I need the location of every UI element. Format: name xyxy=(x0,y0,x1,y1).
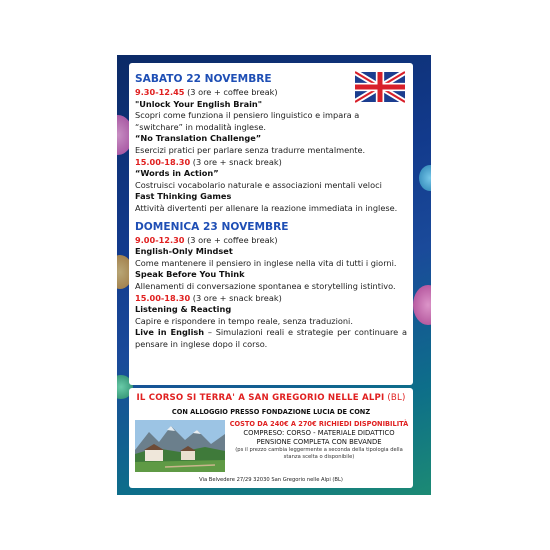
session-description: Scopri come funziona il pensiero linguistico e impara a “switchare” in modalità inglese. xyxy=(135,110,360,132)
mountain-village-photo xyxy=(135,420,225,472)
included-items: COMPRESO: CORSO - MATERIALE DIDATTICO xyxy=(243,429,395,437)
pricing-info xyxy=(229,420,409,460)
break-note: (3 ore + coffee break) xyxy=(184,234,278,245)
session-title: Live in English xyxy=(135,327,205,338)
session-description: Come mantenere il pensiero in inglese nella vita di tutti i giorni. xyxy=(135,257,397,268)
time-slot: 15.00-18.30 xyxy=(135,156,191,167)
venue-province: (BL) xyxy=(384,393,406,403)
venue-card xyxy=(129,388,413,488)
session-description: Attività divertenti per allenare la reazione immediata in inglese. xyxy=(135,202,398,213)
session-description-text: – Simulazioni reali e strategie per continuare a pensare in inglese dopo il corso. xyxy=(135,327,407,349)
session-description: Allenamenti di conversazione spontanea e storytelling istintivo. xyxy=(135,280,396,291)
saturday-heading: SABATO 22 NOVEMBRE xyxy=(135,73,272,85)
price-note: (ps il prezzo cambia leggermente a seconda della tipologia della stanza scelta o disponibile) xyxy=(235,447,403,460)
session-title: English-Only Mindset xyxy=(135,246,233,257)
session-description: Costruisci vocabolario naturale e associazioni mentali veloci xyxy=(135,179,382,190)
venue-location-text: IL CORSO SI TERRA' A SAN GREGORIO NELLE ALPI xyxy=(136,393,385,403)
lodging-info: CON ALLOGGIO PRESSO FONDAZIONE LUCIA DE CONZ xyxy=(171,408,371,416)
sunday-afternoon-time-row xyxy=(135,293,407,305)
schedule-card xyxy=(129,63,413,385)
sunday-morning-time-row xyxy=(135,235,407,247)
time-slot: 15.00-18.30 xyxy=(135,292,191,303)
price-range: COSTO DA 240€ A 270€ RICHIEDI DISPONIBILITÀ xyxy=(229,420,409,428)
sunday-heading: DOMENICA 23 NOVEMBRE xyxy=(135,220,289,233)
break-note: (3 ore + snack break) xyxy=(190,292,282,303)
session-description: Capire e rispondere in tempo reale, senza traduzioni. xyxy=(135,315,353,326)
uk-flag-icon xyxy=(355,71,405,103)
session-description: Esercizi pratici per parlare senza tradurre mentalmente. xyxy=(135,144,366,155)
venue-address: Via Belvedere 27/29 32030 San Gregorio nelle Alpi (BL) xyxy=(199,477,343,483)
session-title: “Words in Action” xyxy=(135,168,219,179)
session-title: “No Translation Challenge” xyxy=(135,133,262,144)
flower-decoration xyxy=(419,165,431,191)
session-description xyxy=(135,327,407,350)
session-title: Listening & Reacting xyxy=(135,304,232,315)
time-slot: 9.00-12.30 xyxy=(135,234,185,245)
venue-location xyxy=(135,392,407,404)
venue-details xyxy=(135,420,407,484)
session-title: Fast Thinking Games xyxy=(135,191,232,202)
session-title: "Unlock Your English Brain" xyxy=(135,98,262,109)
board-info: PENSIONE COMPLETA CON BEVANDE xyxy=(256,438,382,446)
flower-decoration xyxy=(413,285,431,325)
break-note: (3 ore + snack break) xyxy=(190,156,282,167)
session-title: Speak Before You Think xyxy=(135,269,245,280)
break-note: (3 ore + coffee break) xyxy=(184,87,278,97)
flyer xyxy=(117,55,431,495)
time-slot: 9.30-12.45 xyxy=(135,87,185,97)
saturday-afternoon-time-row xyxy=(135,157,407,169)
